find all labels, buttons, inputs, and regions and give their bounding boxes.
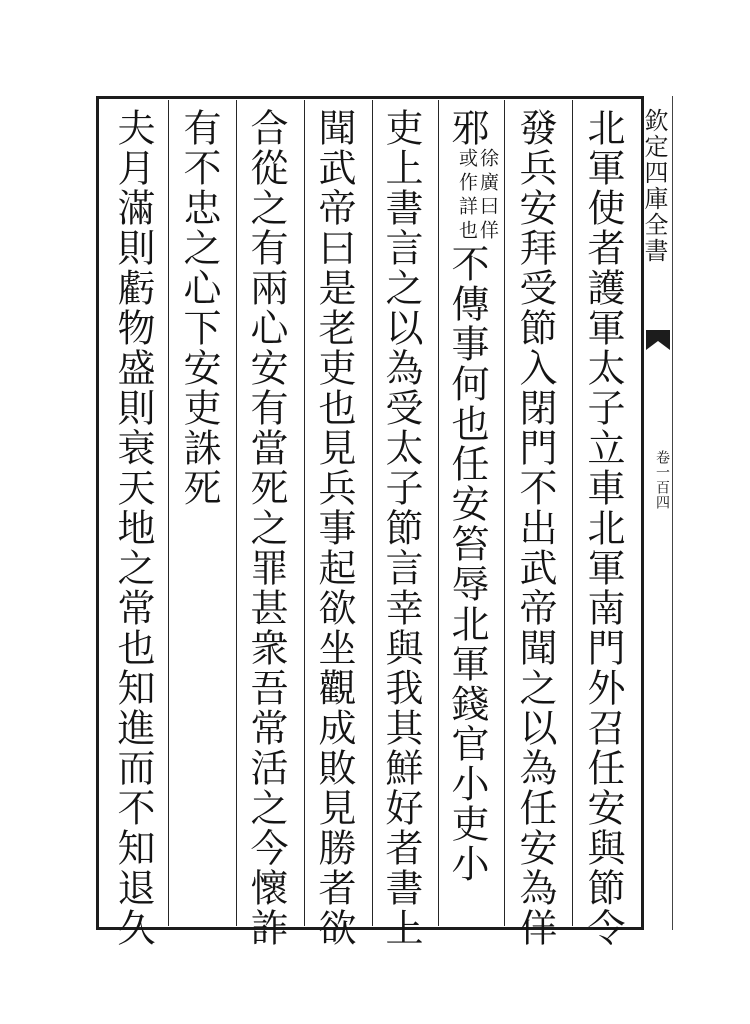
column-rule: [168, 100, 169, 926]
commentary-note: [456, 148, 498, 244]
text-column-6: [245, 108, 287, 948]
column-rule: [504, 100, 505, 926]
column-text: 聞武帝曰是老吏也見兵事起欲坐觀成敗見勝者欲: [312, 108, 356, 948]
column-rule: [236, 100, 237, 926]
column-text: 夫月滿則虧物盛則衰天地之常也知進而不知退久: [111, 108, 155, 948]
column-rule: [438, 100, 439, 926]
text-column-7: [178, 108, 220, 508]
column-text: 吏上書言之以為受太子節言幸與我其鮮好者書上: [379, 108, 423, 948]
text-column-5: [313, 108, 355, 948]
column-text: 合從之有兩心安有當死之罪甚衆吾常活之今懷詐: [244, 108, 288, 948]
margin-book-title: 欽定四庫全書: [640, 108, 668, 264]
text-column-8: [112, 108, 154, 948]
commentary-line-right: 徐廣曰佯: [477, 148, 499, 244]
text-column-1: [582, 108, 624, 948]
column-text: 有不忠之心下安吏誅死: [177, 108, 221, 508]
column-text: 發兵安拜受節入閉門不出武帝聞之以為任安為佯: [513, 108, 557, 948]
column-text: 北軍使者護軍太子立車北軍南門外召任安與節令: [581, 108, 625, 948]
column-rule: [304, 100, 305, 926]
text-column-3: [446, 108, 498, 884]
text-column-2: [514, 108, 556, 948]
column-rule: [572, 100, 573, 926]
column-text: 邪: [445, 108, 489, 148]
text-column-4: [380, 108, 422, 948]
margin-volume-number: 卷一百四: [654, 450, 670, 510]
column-text-continued: 不傳事何也任安笞辱北軍錢官小吏小: [445, 244, 489, 884]
column-rule: [372, 100, 373, 926]
commentary-line-left: 或作詳也: [456, 148, 478, 244]
